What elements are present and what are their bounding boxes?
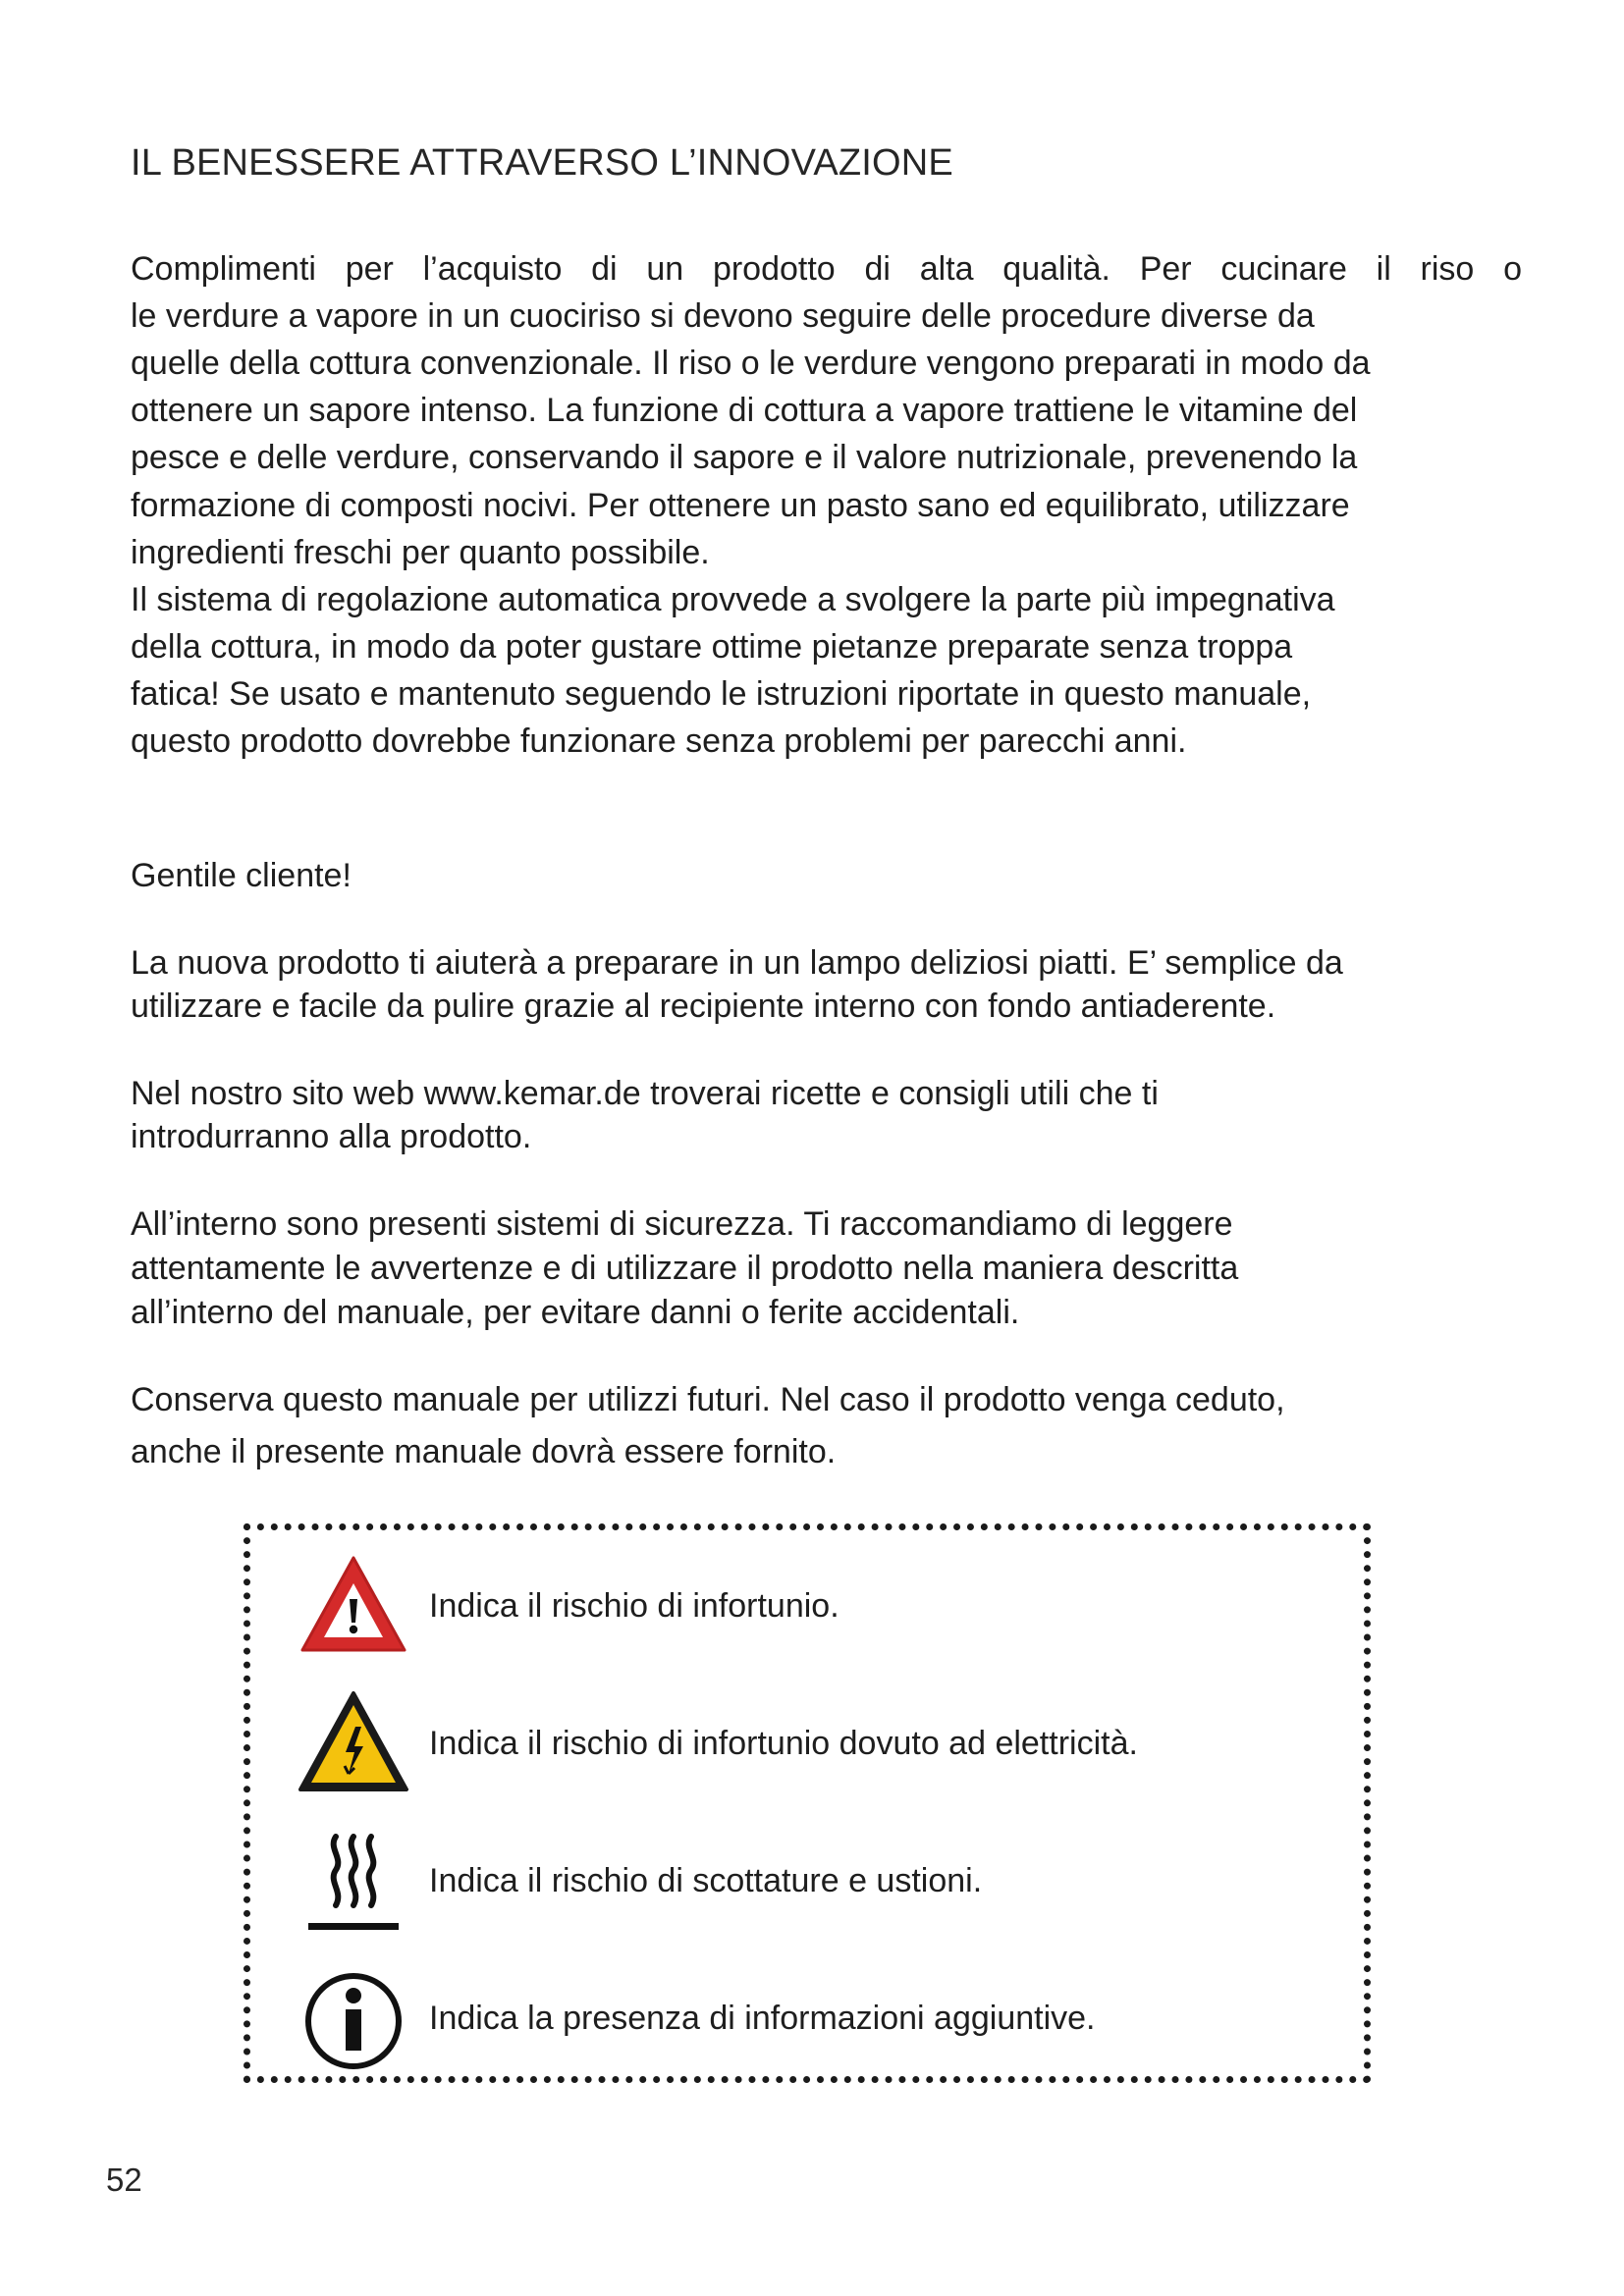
page-title: IL BENESSERE ATTRAVERSO L’INNOVAZIONE bbox=[131, 142, 953, 184]
paragraph-line: La nuova prodotto ti aiuterà a preparare in un lampo deliziosi piatti. E’ semplice da bbox=[131, 944, 1343, 982]
symbol-legend bbox=[244, 1523, 1371, 2083]
electric-hazard-icon bbox=[295, 1687, 412, 1805]
hot-surface-icon bbox=[295, 1825, 412, 1943]
legend-text: Indica la presenza di informazioni aggiuntive. bbox=[429, 2000, 1096, 2037]
intro-line: questo prodotto dovrebbe funzionare senza problemi per parecchi anni. bbox=[131, 722, 1187, 760]
legend-item bbox=[250, 1687, 1364, 1805]
paragraph-line: attentamente le avvertenze e di utilizzare il prodotto nella maniera descritta bbox=[131, 1250, 1239, 1287]
page-number: 52 bbox=[106, 2162, 142, 2198]
intro-line: le verdure a vapore in un cuociriso si devono seguire delle procedure diverse da bbox=[131, 297, 1315, 335]
legend-text: Indica il rischio di scottature e ustioni. bbox=[429, 1862, 983, 1899]
intro-line: fatica! Se usato e mantenuto seguendo le istruzioni riportate in questo manuale, bbox=[131, 675, 1312, 713]
paragraph-line: utilizzare e facile da pulire grazie al recipiente interno con fondo antiaderente. bbox=[131, 988, 1276, 1025]
warning-triangle-icon bbox=[295, 1550, 412, 1668]
intro-line: Complimenti per l’acquisto di un prodotto di alta qualità. Per cucinare il riso o bbox=[131, 250, 1522, 288]
paragraph-line: Conserva questo manuale per utilizzi futuri. Nel caso il prodotto venga ceduto, bbox=[131, 1381, 1285, 1418]
legend-item bbox=[250, 1825, 1364, 1943]
intro-line: ottenere un sapore intenso. La funzione di cottura a vapore trattiene le vitamine del bbox=[131, 392, 1358, 429]
greeting: Gentile cliente! bbox=[131, 857, 352, 894]
paragraph-line: introdurranno alla prodotto. bbox=[131, 1118, 532, 1155]
legend-item bbox=[250, 1962, 1364, 2080]
intro-line: ingredienti freschi per quanto possibile. bbox=[131, 534, 710, 571]
intro-line: formazione di composti nocivi. Per ottenere un pasto sano ed equilibrato, utilizzare bbox=[131, 487, 1350, 524]
legend-item bbox=[250, 1550, 1364, 1668]
intro-line: Il sistema di regolazione automatica provvede a svolgere la parte più impegnativa bbox=[131, 581, 1335, 618]
intro-line: quelle della cottura convenzionale. Il riso o le verdure vengono preparati in modo da bbox=[131, 345, 1371, 382]
info-icon bbox=[295, 1962, 412, 2080]
paragraph-line: Nel nostro sito web www.kemar.de troverai ricette e consigli utili che ti bbox=[131, 1075, 1159, 1112]
legend-text: Indica il rischio di infortunio. bbox=[429, 1587, 839, 1625]
paragraph-line: anche il presente manuale dovrà essere fornito. bbox=[131, 1433, 837, 1470]
intro-line: della cottura, in modo da poter gustare ottime pietanze preparate senza troppa bbox=[131, 628, 1293, 666]
legend-text: Indica il rischio di infortunio dovuto ad elettricità. bbox=[429, 1725, 1138, 1762]
paragraph-line: All’interno sono presenti sistemi di sicurezza. Ti raccomandiamo di leggere bbox=[131, 1205, 1233, 1243]
paragraph-line: all’interno del manuale, per evitare danni o ferite accidentali. bbox=[131, 1294, 1020, 1331]
intro-line: pesce e delle verdure, conservando il sapore e il valore nutrizionale, prevenendo la bbox=[131, 439, 1358, 476]
